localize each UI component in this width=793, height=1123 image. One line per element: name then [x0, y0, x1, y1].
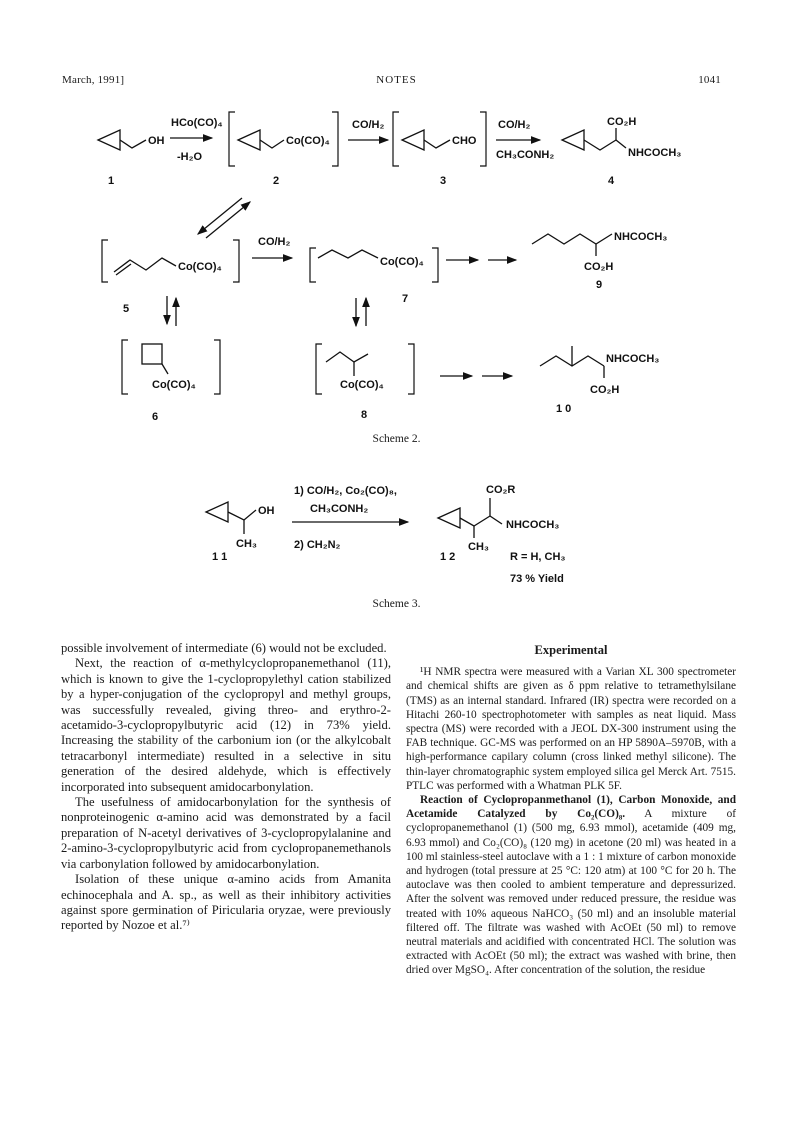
compound-number-6: 6 [152, 411, 159, 423]
reagent-minus-h2o: -H₂O [177, 151, 203, 163]
left-text-column [61, 641, 391, 934]
procedure-title: Reaction of Cyclopropanmethanol (1), Carbon Monoxide, and Acetamide Catalyzed by Co₂(CO)₈. [406, 794, 736, 821]
compound-number-10: 1 0 [556, 403, 572, 415]
compound-number-2: 2 [273, 175, 280, 187]
compound-1-structure [98, 130, 165, 150]
group-nhcoch3: NHCOCH₃ [628, 147, 682, 159]
group-co2r: CO₂R [486, 484, 516, 496]
group-co2h: CO₂H [590, 384, 620, 396]
scheme-2-caption: Scheme 2. [372, 433, 421, 445]
reagent-co-h2-1: CO/H₂ [352, 119, 385, 131]
compound-11-structure [206, 502, 275, 550]
reagent-line-1: 1) CO/H₂, Co₂(CO)₈, [294, 485, 397, 497]
compound-number-11: 1 1 [212, 551, 228, 563]
group-nhcoch3: NHCOCH₃ [614, 231, 668, 243]
compound-number-5: 5 [123, 303, 130, 315]
paragraph-usefulness: The usefulness of amidocarbonylation for the synthesis of nonproteinogenic α-amino acid was demonstrated by a facil preparation of N-acetyl derivatives of 3-cyclopropylalanine and 2-amino-3-cyclopropylbutyric acid from cyclopropanemethanols via carbonylation followed by amidocarbonylation. [61, 795, 391, 871]
group-cho: CHO [452, 135, 477, 147]
paragraph-procedure [406, 793, 736, 978]
compound-7-structure [310, 248, 438, 282]
reagent-line-3: 2) CH₂N₂ [294, 539, 341, 551]
compound-10-structure [540, 346, 659, 396]
scheme-3-diagram [0, 468, 793, 598]
compound-4-structure [562, 116, 681, 159]
compound-3-structure [393, 112, 486, 166]
compound-number-7: 7 [402, 293, 409, 305]
group-co2h: CO₂H [584, 261, 614, 273]
group-oh: OH [258, 505, 275, 517]
group-coco4: Co(CO)₄ [340, 379, 384, 391]
group-ch3: CH₃ [468, 541, 489, 553]
running-header-date: March, 1991] [62, 74, 125, 86]
compound-9-structure [532, 231, 667, 273]
group-coco4: Co(CO)₄ [178, 261, 222, 273]
page-number: 1041 [698, 74, 721, 86]
compound-number-4: 4 [608, 175, 615, 187]
group-oh: OH [148, 135, 165, 147]
group-nhcoch3: NHCOCH₃ [606, 353, 660, 365]
group-coco4: Co(CO)₄ [380, 256, 424, 268]
compound-number-1: 1 [108, 175, 115, 187]
paragraph-instruments: ¹H NMR spectra were measured with a Varian XL 300 spectrometer and chemical shifts are given as δ ppm relative to tetramethylsilane (TMS) as an internal standard. Infrared (IR) spectra were recorded on a Hitachi 260-10 spectrophotometer with samples as neat liquid. Mass spectra (MS) were recorded with a JEOL DX-300 instrument using the FAB technique. GC-MS was performed on an HP 5890A–5970B, with a high-performance capilary column (cross linked methyl silicone). The thin-layer chromatographic system employed silica gel Merck Art. 7515. PTLC was performed with a Whatman PLK 5F. [406, 666, 736, 792]
paragraph-methylcyclopropane: Next, the reaction of α-methylcyclopropanemethanol (11), which is known to give the 1-cyclopropylethyl cation stabilized by a hyper-conjugation of the cyclopropyl and methyl groups, was successfully revealed, giving threo- and erythro-2-acetamido-3-cyclopropylbutyric acid (12) in 73% yield. Increasing the stability of the carbonium ion (or the alkylcobalt tetracarbonyl intermediate) resulted in a selective in situ generation of the desired aldehyde, which is effectively incorporated into subsequent amidocarbonylation. [61, 656, 391, 794]
r-group-definition: R = H, CH₃ [510, 551, 566, 563]
group-nhcoch3: NHCOCH₃ [506, 519, 560, 531]
compound-8-structure [316, 344, 414, 394]
paragraph-isolation: Isolation of these unique α-amino acids from Amanita echinocephala and A. sp., as well as their inhibitory activities against spore germination of Piricularia oryzae, were previously reported by Nozoe et al.⁷⁾ [61, 872, 391, 933]
group-coco4: Co(CO)₄ [286, 135, 330, 147]
group-co2h: CO₂H [607, 116, 637, 128]
yield-label: 73 % Yield [510, 573, 564, 585]
section-heading-experimental: Experimental [534, 643, 608, 657]
compound-5-structure [102, 240, 239, 282]
compound-number-12: 1 2 [440, 551, 456, 563]
scheme-2-diagram [0, 100, 793, 530]
right-text-column [406, 641, 736, 978]
group-ch3: CH₃ [236, 538, 257, 550]
group-coco4: Co(CO)₄ [152, 379, 196, 391]
paragraph-continuation: possible involvement of intermediate (6) would not be excluded. [61, 641, 387, 655]
compound-6-structure [122, 340, 220, 394]
reagent-line-2: CH₃CONH₂ [310, 503, 369, 515]
compound-12-structure [438, 484, 559, 553]
compound-number-3: 3 [440, 175, 447, 187]
procedure-body: A mixture of cyclopropanemethanol (1) (500 mg, 6.93 mmol), acetamide (409 mg, 6.93 mmol) and Co₂(CO)₈ (120 mg) in acetone (20 ml) was heated in a 100 ml stainless-steel autoclave with a 1 : 1 mixture of carbon monoxide and hydrogen (total pressure at 25 °C: 120 atm) at 100 °C for 20 h. The autoclave was then cooled to ambient temperature and depressurized. After the solvent was removed under reduced pressure, the residue was treated with 10% aqueous NaHCO₃ (50 ml) and an insoluble material filtered off. The filtrate was washed with AcOEt (50 ml) to remove neutral materials and acidified with concentrated HCl. The solution was extracted with AcOEt (50 ml); the extract was washed with brine, then dried over MgSO₄. After concentration of the solution, the residue [406, 808, 737, 977]
scheme-3-caption: Scheme 3. [372, 598, 421, 610]
reagent-co-h2-2: CO/H₂ [498, 119, 531, 131]
reagent-co-h2-3: CO/H₂ [258, 236, 291, 248]
compound-number-8: 8 [361, 409, 368, 421]
compound-number-9: 9 [596, 279, 603, 291]
compound-2-structure [229, 112, 338, 166]
reagent-hco-co4: HCo(CO)₄ [171, 117, 223, 129]
reagent-acetamide: CH₃CONH₂ [496, 149, 555, 161]
running-header-section: NOTES [376, 74, 417, 86]
